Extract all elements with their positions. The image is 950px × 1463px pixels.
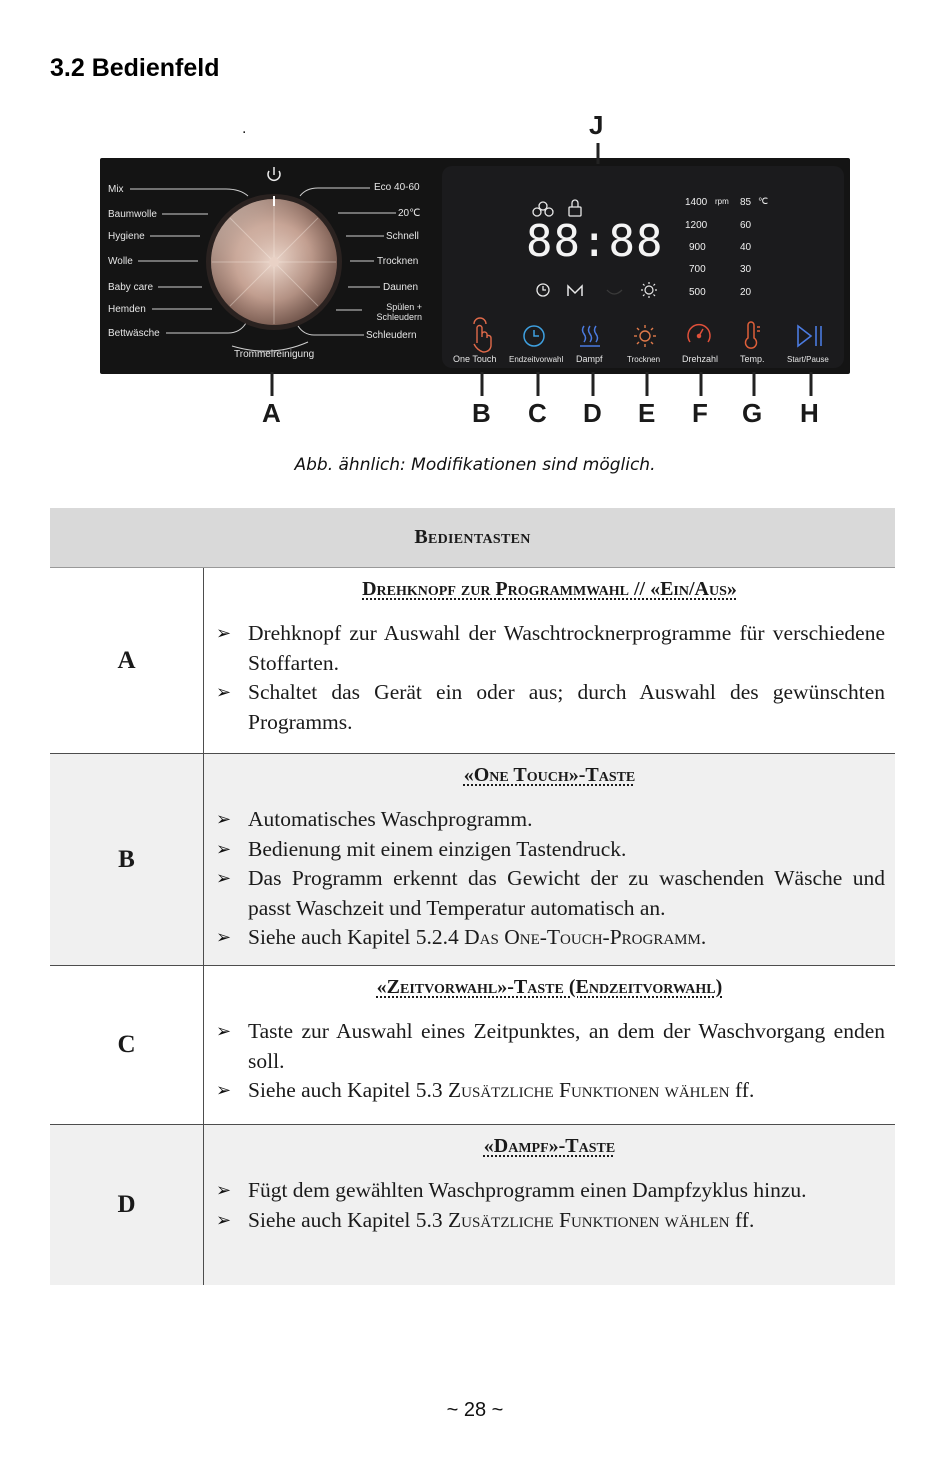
rpm-value: 700 [689, 264, 706, 275]
callout-d: D [583, 398, 602, 428]
program-label-hygiene: Hygiene [108, 231, 145, 242]
list-item [214, 1206, 885, 1236]
table-row-d [50, 1125, 895, 1285]
row-body [204, 754, 895, 965]
callout-f: F [692, 398, 708, 428]
rpm-value: 1400 [685, 197, 708, 208]
row-body [204, 568, 895, 753]
program-label-baby-care: Baby care [108, 282, 154, 293]
callout-e: E [638, 398, 656, 428]
row-key: B [50, 754, 204, 965]
time-display: 88:88 [526, 216, 664, 267]
program-label-hemden: Hemden [108, 304, 146, 315]
callout-lines [0, 110, 950, 440]
row-key: D [50, 1125, 204, 1285]
button-label-start-pause: Start/Pause [787, 355, 829, 364]
list-item-text: Siehe auch Kapitel 5.2.4 [248, 925, 465, 949]
button-label-temp: Temp. [740, 354, 765, 364]
list-item-text: Siehe auch Kapitel 5.3 [248, 1078, 449, 1102]
rpm-unit: rpm [715, 197, 729, 206]
chapter-reference: Das One-Touch-Programm. [464, 925, 707, 949]
button-label-drehzahl: Drehzahl [682, 354, 719, 364]
list-item: ➢ Automatisches Waschprogramm. [214, 805, 885, 835]
list-item: ➢ Drehknopf zur Auswahl der Waschtrocknerprogramme für verschiedene Stoffarten. [214, 619, 885, 678]
list-item: ➢ Bedienung mit einem einzigen Tastendruck. [214, 835, 885, 865]
program-label-wolle: Wolle [108, 256, 133, 267]
rpm-value: 900 [689, 242, 706, 253]
program-label-mix: Mix [108, 184, 124, 195]
chapter-reference: Zusätzliche Funktionen wählen [448, 1207, 730, 1232]
figure-dot: . [242, 120, 247, 137]
page-number: ~ 28 ~ [446, 1399, 504, 1421]
row-title: «One Touch»-Taste [463, 764, 636, 786]
row-body [204, 966, 895, 1124]
list-item [214, 923, 885, 953]
program-label-trocknen: Trocknen [377, 256, 419, 267]
row-key: C [50, 966, 204, 1124]
chapter-reference: Zusätzliche Funktionen wählen [448, 1078, 730, 1102]
list-item-text: Siehe auch Kapitel 5.3 [248, 1207, 449, 1232]
temp-value: 20 [740, 287, 752, 298]
table-row-c [50, 966, 895, 1125]
callout-h: H [800, 398, 819, 428]
program-label-bettwaesche: Bettwäsche [108, 328, 160, 339]
button-label-dampf: Dampf [576, 354, 603, 364]
callout-g: G [742, 398, 763, 428]
button-label-one-touch: One Touch [453, 354, 497, 364]
temp-value: 85 [740, 197, 752, 208]
control-panel-figure [0, 110, 950, 440]
list-item [214, 1076, 885, 1106]
program-label-eco: Eco 40-60 [374, 182, 420, 193]
figure-caption: Abb. ähnlich: Modifikationen sind möglich. [294, 455, 656, 475]
list-item-text: ff. [729, 1078, 755, 1102]
row-title: «Zeitvorwahl»-Taste (Endzeitvorwahl) [376, 976, 723, 998]
section-title: 3.2 Bedienfeld [50, 54, 220, 82]
program-label-spuelen: Spülen + Schleudern [376, 302, 422, 322]
program-label-trommelreinigung: Trommelreinigung [234, 349, 315, 360]
table-row-a [50, 568, 895, 754]
program-label-baumwolle: Baumwolle [108, 209, 157, 220]
rpm-value: 1200 [685, 220, 708, 231]
table-header: Bedientasten [50, 508, 895, 568]
row-title: «Dampf»-Taste [483, 1135, 616, 1157]
row-key: A [50, 568, 204, 753]
row-body [204, 1125, 895, 1285]
button-label-endzeitvorwahl: Endzeitvorwahl [509, 355, 564, 364]
list-item: ➢ Das Programm erkennt das Gewicht der zu waschenden Wäsche und passt Waschzeit und Temperatur automatisch an. [214, 864, 885, 923]
list-item: ➢ Taste zur Auswahl eines Zeitpunktes, an dem der Waschvorgang enden soll. [214, 1017, 885, 1076]
temp-unit: ℃ [758, 196, 769, 206]
callout-a: A [262, 398, 281, 428]
list-item: ➢ Fügt dem gewählten Waschprogramm einen Dampfzyklus hinzu. [214, 1176, 885, 1206]
table-row-b [50, 754, 895, 966]
button-label-trocknen: Trocknen [627, 355, 661, 364]
program-label-schleudern: Schleudern [366, 330, 417, 341]
program-label-daunen: Daunen [383, 282, 419, 293]
program-label-20c: 20℃ [398, 208, 421, 219]
temp-value: 40 [740, 242, 752, 253]
row-title: Drehknopf zur Programmwahl // «Ein/Aus» [362, 578, 737, 600]
callout-c: C [528, 398, 547, 428]
temp-value: 30 [740, 264, 752, 275]
list-item-text: ff. [729, 1207, 755, 1232]
program-label-schnell: Schnell [386, 231, 419, 242]
list-item: ➢ Schaltet das Gerät ein oder aus; durch Auswahl des gewünschten Programms. [214, 678, 885, 737]
callout-b: B [472, 398, 491, 428]
rpm-value: 500 [689, 287, 706, 298]
temp-value: 60 [740, 220, 752, 231]
controls-table [50, 508, 895, 1285]
callout-j: J [589, 110, 604, 140]
